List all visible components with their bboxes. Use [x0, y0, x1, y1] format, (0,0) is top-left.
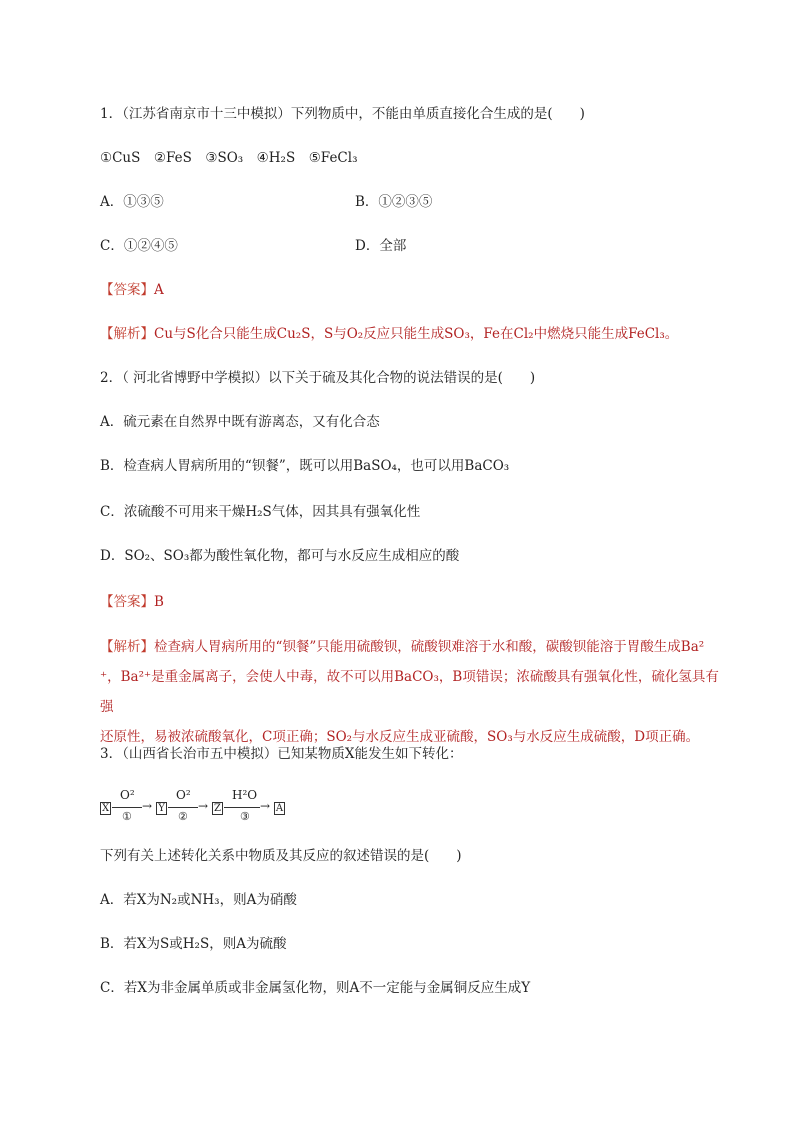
answer-value: A: [154, 282, 164, 298]
chain-line-3: [224, 807, 260, 808]
q3-conversion-chain: [100, 788, 400, 828]
answer-tag: 【答案】: [100, 594, 154, 610]
q2-analysis-line-1: [100, 632, 720, 662]
q3-stem: 3．（山西省长治市五中模拟）已知某物质X能发生如下转化：: [100, 746, 463, 762]
q2-option-c: C．浓硫酸不可用来干燥H₂S气体，因其具有强氧化性: [100, 504, 421, 520]
q2-answer: [100, 592, 164, 612]
q1-option-a: A．①③⑤: [100, 194, 164, 210]
chain-box-y: Y: [156, 802, 167, 815]
q2-option-a: A．硫元素在自然界中既有游离态，又有化合态: [100, 414, 380, 430]
chain-reagent-2: O²: [176, 788, 191, 802]
analysis-tag: 【解析】: [100, 639, 154, 655]
q3-option-c: C．若X为非金属单质或非金属氢化物，则A不一定能与金属铜反应生成Y: [100, 980, 531, 996]
chain-reagent-3: H²O: [232, 788, 258, 802]
q3-question: 下列有关上述转化关系中物质及其反应的叙述错误的是( ): [100, 848, 462, 864]
q1-option-c: C．①②④⑤: [100, 238, 178, 254]
q2-stem: 2．（ 河北省博野中学模拟）以下关于硫及其化合物的说法错误的是( ): [100, 370, 536, 386]
q2-option-b: B．检查病人胃病所用的“钡餐”，既可以用BaSO₄，也可以用BaCO₃: [100, 458, 510, 474]
q2-analysis: [100, 632, 720, 752]
chain-line-1: [112, 807, 142, 808]
chain-reagent-1: O²: [120, 788, 135, 802]
q2-analysis-line-3: 还原性，易被浓硫酸氧化，C项正确；SO₂与水反应生成亚硫酸，SO₃与水反应生成硫酸，D项正确。: [100, 729, 700, 745]
chain-arrow-1: →: [142, 799, 153, 813]
q1-analysis: [100, 324, 678, 344]
chain-step-2: ②: [178, 810, 188, 823]
chain-step-1: ①: [122, 810, 132, 823]
chain-box-z: Z: [212, 802, 223, 815]
q1-answer: [100, 280, 164, 300]
analysis-text: 检查病人胃病所用的“钡餐”只能用硫酸钡，硫酸钡难溶于水和酸，碳酸钡能溶于胃酸生成Ba²: [154, 639, 705, 655]
answer-tag: 【答案】: [100, 282, 154, 298]
q2-option-d: D．SO₂、SO₃都为酸性氧化物，都可与水反应生成相应的酸: [100, 548, 460, 564]
q1-option-b: B．①②③⑤: [355, 194, 433, 210]
analysis-text: Cu与S化合只能生成Cu₂S，S与O₂反应只能生成SO₃，Fe在Cl₂中燃烧只能生成FeCl₃。: [154, 326, 679, 342]
q1-items: ①CuS ②FeS ③SO₃ ④H₂S ⑤FeCl₃: [100, 150, 358, 166]
answer-value: B: [154, 594, 164, 610]
q3-option-a: A．若X为N₂或NH₃，则A为硝酸: [100, 892, 297, 908]
q1-option-d: D．全部: [355, 238, 407, 254]
chain-step-3: ③: [240, 810, 250, 823]
chain-arrow-2: →: [198, 799, 209, 813]
chain-arrow-3: →: [260, 799, 271, 813]
chain-line-2: [168, 807, 198, 808]
chain-box-x: X: [101, 803, 110, 814]
chain-box-a: A: [275, 803, 284, 814]
q2-analysis-line-2: ⁺，Ba²⁺是重金属离子，会使人中毒，故不可以用BaCO₃，B项错误；浓硫酸具有强氧化性，硫化氢具有强: [100, 669, 719, 715]
q3-option-b: B．若X为S或H₂S，则A为硫酸: [100, 936, 287, 952]
q1-stem: 1．（江苏省南京市十三中模拟）下列物质中，不能由单质直接化合生成的是( ): [100, 106, 585, 122]
analysis-tag: 【解析】: [100, 326, 154, 342]
q1-option-row-1: [100, 192, 164, 212]
